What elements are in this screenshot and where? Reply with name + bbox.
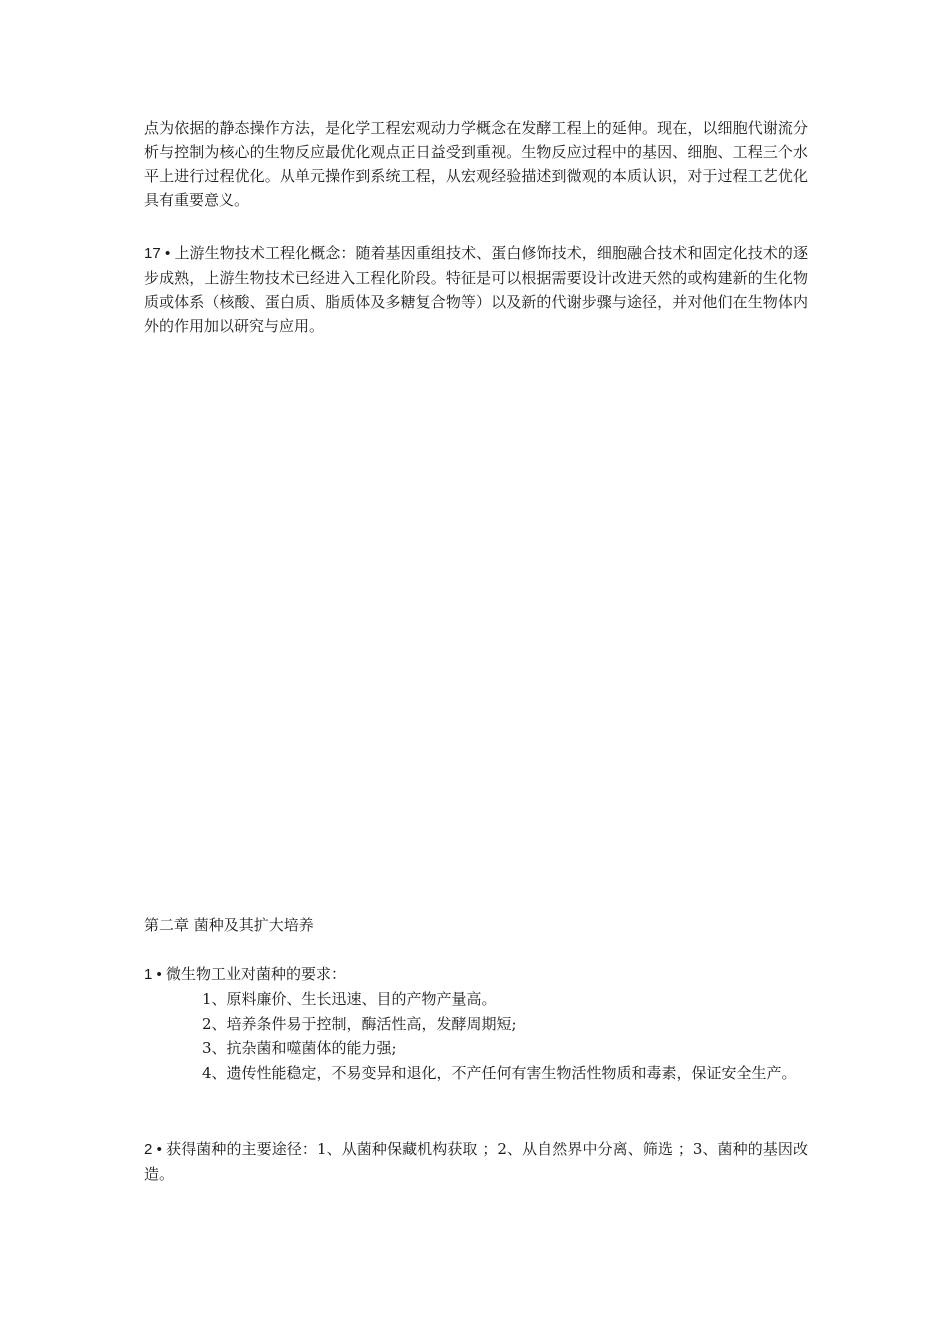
list-item: 4、遗传性能稳定，不易变异和退化，不产任何有害生物活性物质和毒素，保证安全生产。 (202, 1063, 797, 1082)
paragraph-text: 上游生物技术工程化概念：随着基因重组技术、蛋白修饰技术，细胞融合技术和固定化技术的逐步成熟，上游生物技术已经进入工程化阶段。特征是可以根据需要设计改进天然的或构建新的生化物质或体系（核酸、蛋白质、脂质体及多糖复合物等）以及新的代谢步骤与途径，并对他们在生物体内外的作用加以研究与应用。 (144, 244, 808, 335)
list-item: 1、原料廉价、生长迅速、目的产物产量高。 (202, 990, 497, 1008)
item-number: 17 • (144, 245, 175, 262)
chapter-heading: 第二章 菌种及其扩大培养 (144, 916, 314, 934)
question-1-title (144, 962, 346, 987)
list-item: 2、培养条件易于控制，酶活性高，发酵周期短; (202, 1014, 517, 1033)
requirements-list (144, 987, 808, 1085)
paragraph-text: 点为依据的静态操作方法，是化学工程宏观动力学概念在发酵工程上的延伸。现在，以细胞代谢流分析与控制为核心的生物反应最优化观点正日益受到重视。生物反应过程中的基因、细胞、工程三个水平上进行过程优化。从单元操作到系统工程，从宏观经验描述到微观的本质认识，对于过程工艺优化具有重要意义。 (144, 119, 808, 209)
item-number: 1 • (144, 966, 166, 983)
question-2-paragraph (144, 1137, 808, 1186)
paragraph-item-17 (144, 241, 808, 338)
item-number: 2 • (144, 1141, 167, 1158)
list-item: 3、抗杂菌和噬菌体的能力强; (202, 1039, 397, 1057)
question-text: 微生物工业对菌种的要求： (165, 965, 346, 983)
paragraph-text: 获得菌种的主要途径：1、从菌种保藏机构获取 ；2、从自然界中分离、筛选 ；3、菌种的基因改造。 (144, 1140, 808, 1183)
paragraph-continuation (144, 116, 808, 212)
